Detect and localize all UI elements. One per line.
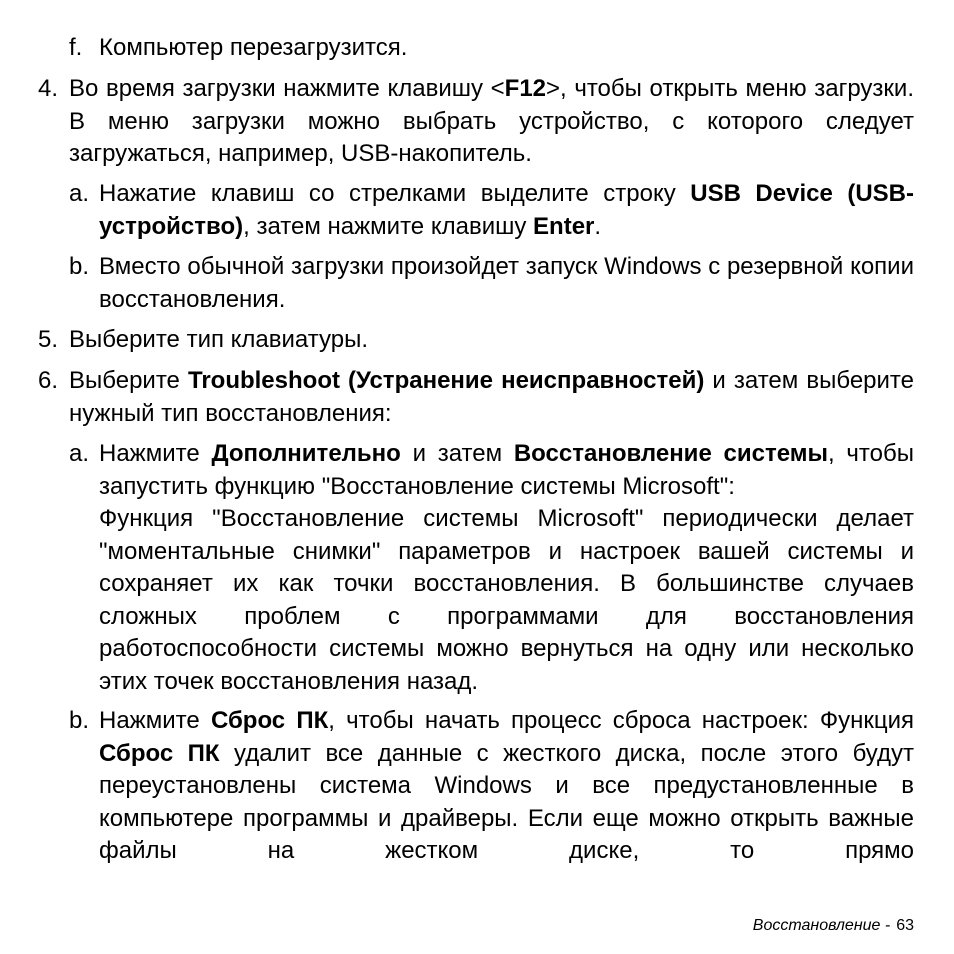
menu-option: Сброс ПК (99, 739, 220, 767)
list-text: Во время загрузки нажмите клавишу <F12>, чтобы открыть меню загрузки. В меню загрузки можно выбрать устройство, с которого следует загружаться, например, USB-накопитель. (69, 75, 914, 167)
list-marker: 5. (38, 326, 59, 353)
key-name: F12 (504, 75, 547, 102)
list-text: Вместо обычной загрузки произойдет запуск Windows с резервной копии восстановления. (99, 253, 914, 313)
list-marker: a. (69, 440, 90, 467)
list-marker: f. (69, 34, 83, 61)
menu-option: Восстановление системы (513, 440, 829, 467)
list-text: Выберите Troubleshoot (Устранение неисправностей) и затем выберите нужный тип восстановления: (69, 367, 914, 427)
list-marker: a. (69, 180, 90, 207)
page-number: 63 (896, 917, 914, 934)
list-text: Компьютер перезагрузится. (99, 34, 408, 61)
list-text: Нажатие клавиш со стрелками выделите строку USB Device (USB-устройство), затем нажмите клавишу Enter. (99, 180, 914, 240)
description: Функция "Восстановление системы Microsoft" периодически делает "моментальные снимки" параметров и настроек вашей системы и сохраняет их как точки восстановления. В большинстве случаев сложных проблем с программами для восстановления работоспособности системы можно вернуться на одну или несколько этих точек восстановления назад. (99, 505, 914, 695)
menu-option: Troubleshoot (Устранение неисправностей) (187, 367, 705, 394)
list-text: Нажмите Дополнительно и затем Восстановление системы, чтобы запустить функцию "Восстановление системы Microsoft": Функция "Восстановление системы Microsoft" периодически делает "моментальные снимки" параметров и настроек вашей системы и сохраняет их как точки восстановления. В большинстве случаев сложных проблем с программами для восстановления работоспособности системы можно вернуться на одну или несколько этих точек восстановления назад. (99, 440, 914, 695)
list-text: Нажмите Сброс ПК, чтобы начать процесс сброса настроек: Функция Сброс ПК удалит все данные с жесткого диска, после этого будут переустановлены система Windows и все предустановленные в компьютере программы и драйверы. Если еще можно открыть важные файлы на жестком диске, то прямо (99, 707, 914, 864)
menu-option: USB Device (USB-устройство) (99, 180, 914, 240)
footer-section: Восстановление - (752, 917, 891, 934)
list-text: Выберите тип клавиатуры. (69, 326, 368, 353)
menu-option: Сброс ПК (210, 707, 329, 734)
key-name: Enter (533, 212, 595, 240)
list-marker: 4. (38, 75, 59, 102)
list-marker: b. (69, 707, 90, 734)
menu-option: Дополнительно (211, 440, 401, 467)
page-footer (753, 916, 914, 936)
list-marker: 6. (38, 367, 59, 394)
list-marker: b. (69, 253, 90, 280)
